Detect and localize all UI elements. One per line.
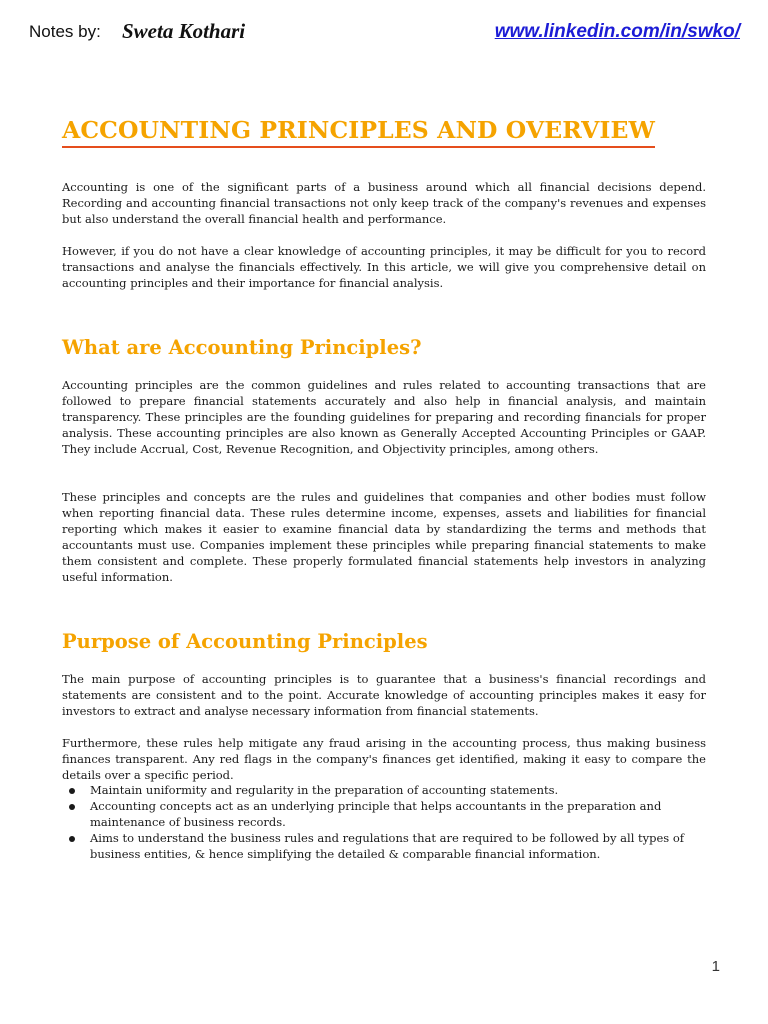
bullet-icon: [69, 836, 75, 842]
section1-paragraph-2: These principles and concepts are the rules and guidelines that companies and other bodies must follow when reporting financial data. These rules determine income, expenses, assets and liabilities for financial reporting which makes it easier to examine financial data by standardizing the terms and methods that accountants must use. Companies implement these principles while preparing financial statements to make them consistent and complete. These properly formulated financial statements help investors in analyzing useful information.: [62, 490, 706, 584]
bullet-icon: [69, 788, 75, 794]
section-heading-what-are: What are Accounting Principles?: [62, 336, 422, 359]
purpose-bullet-list: [62, 783, 706, 863]
intro-paragraph-2: However, if you do not have a clear knowledge of accounting principles, it may be difficult for you to record transactions and analyse the financials effectively. In this article, we will give you comprehensive detail on accounting principles and their importance for financial analysis.: [62, 244, 706, 290]
page-number: 1: [711, 958, 720, 975]
page-header: [0, 0, 768, 50]
list-item: [62, 831, 706, 863]
intro-paragraph-1: Accounting is one of the significant parts of a business around which all financial decisions depend. Recording and accounting financial transactions not only keep track of the company's revenues and expenses but also understand the overall financial health and performance.: [62, 180, 706, 226]
author-name: Sweta Kothari: [122, 19, 246, 43]
list-item-text: Maintain uniformity and regularity in the preparation of accounting statements.: [90, 783, 559, 797]
list-item: [62, 783, 706, 799]
list-item: [62, 799, 706, 831]
section2-paragraph-2: Furthermore, these rules help mitigate any fraud arising in the accounting process, thus making business finances transparent. Any red flags in the company's finances get identified, making it easy to compare the details over a specific period.: [62, 736, 706, 782]
linkedin-link[interactable]: www.linkedin.com/in/swko/: [494, 21, 740, 42]
section-heading-purpose: Purpose of Accounting Principles: [62, 630, 428, 653]
list-item-text: Aims to understand the business rules and regulations that are required to be followed by all types of business entities, & hence simplifying the detailed & comparable financial information.: [90, 830, 685, 861]
bullet-icon: [69, 804, 75, 810]
section2-paragraph-1: The main purpose of accounting principles is to guarantee that a business's financial recordings and statements are consistent and to the point. Accurate knowledge of accounting principles makes it easy for investors to extract and analyse necessary information from financial statements.: [62, 672, 706, 718]
document-title: ACCOUNTING PRINCIPLES AND OVERVIEW: [62, 115, 655, 148]
section1-paragraph-1: Accounting principles are the common guidelines and rules related to accounting transactions that are followed to prepare financial statements accurately and also help in financial analysis, and maintain transparency. These principles are the founding guidelines for preparing and recording financials for proper analysis. These accounting principles are also known as Generally Accepted Accounting Principles or GAAP. They include Accrual, Cost, Revenue Recognition, and Objectivity principles, among others.: [62, 378, 706, 456]
notes-by-label: Notes by:: [29, 22, 101, 41]
list-item-text: Accounting concepts act as an underlying principle that helps accountants in the preparation and maintenance of business records.: [90, 798, 662, 829]
